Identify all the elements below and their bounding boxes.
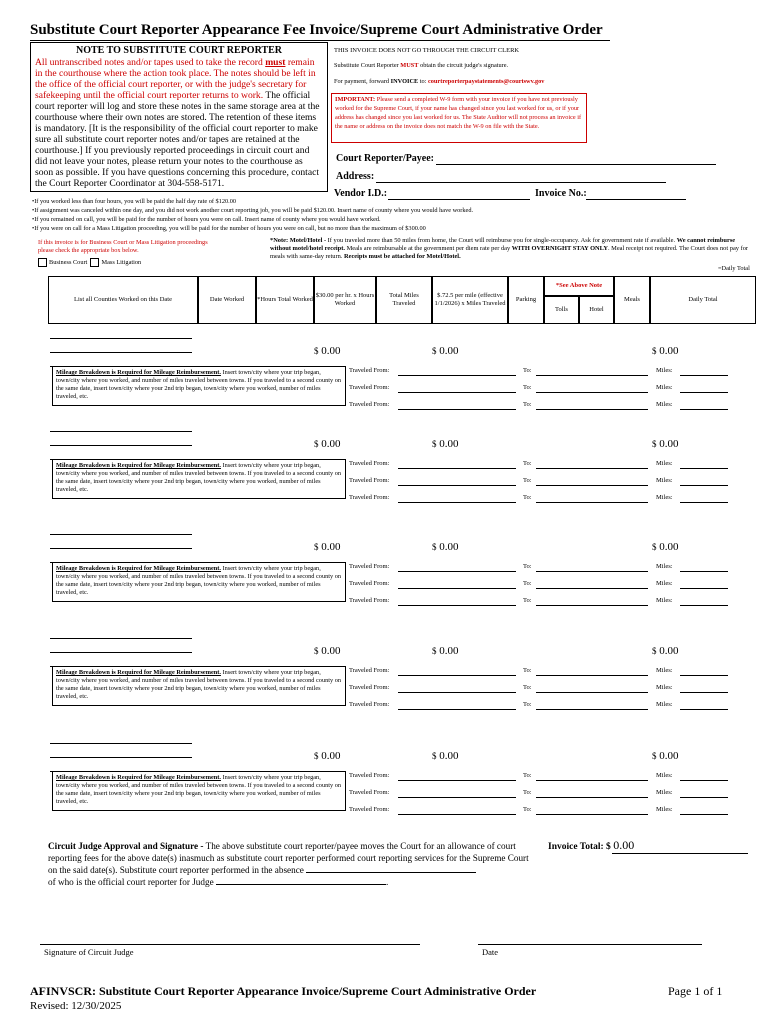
county-line[interactable]: [50, 732, 192, 744]
miles-field[interactable]: [680, 477, 728, 486]
county-line[interactable]: [50, 627, 192, 639]
footer-title: AFINVSCR: Substitute Court Reporter Appearance Invoice/Supreme Court Administrative Order: [30, 984, 537, 998]
miles-label: Miles:: [656, 367, 673, 374]
mileage-breakdown-box: [52, 666, 346, 706]
traveled-from-label: Traveled From:: [349, 597, 390, 604]
motel-b3: WITH OVERNIGHT STAY ONLY: [511, 245, 608, 252]
hours-amount: [314, 645, 341, 657]
business-note: If this invoice is for Business Court or Mass Litigation proceedings please check the appropriate box below.: [38, 239, 208, 254]
traveled-from-label: Traveled From:: [349, 563, 390, 570]
mileage-breakdown-bold: Mileage Breakdown is Required for Mileage Reimbursement.: [56, 774, 221, 781]
motel-note: [270, 237, 755, 261]
amount-value: 0.00: [659, 345, 679, 357]
county-line[interactable]: [50, 537, 192, 549]
invoice-total-value: 0.00: [613, 838, 635, 852]
county-line[interactable]: [50, 523, 192, 535]
header-meals: Meals: [614, 276, 650, 324]
to-label: To:: [523, 806, 532, 813]
address-label: Address:: [336, 171, 375, 182]
forward-email[interactable]: courtreporterpaystatements@courtswv.gov: [427, 78, 545, 85]
footer-page: Page 1 of 1: [668, 984, 723, 998]
miles-label: Miles:: [656, 477, 673, 484]
rule-half-day: •If you worked less than four hours, you will be paid the half day rate of $120.00: [32, 198, 237, 205]
county-line[interactable]: [50, 327, 192, 339]
note-red-pre: All untranscribed notes and/or tapes used to take the record: [35, 57, 266, 68]
traveled-from-field[interactable]: [398, 772, 516, 781]
motel-t1: If you traveled more than 50 miles from home, the Court will reimburse you for single-occupancy. Ask for government rate if available.: [327, 237, 677, 244]
note-heading: NOTE TO SUBSTITUTE COURT REPORTER: [75, 45, 283, 56]
approval-text1: The above substitute court reporter/payee moves the Court for an allowance of court reporting fees for the above date(s) inasmuch as substitute court reporter performed court reporting services for the Supreme Court on the said date(s). Substitute court reporter performed in the absence: [48, 841, 529, 875]
signature-note: [334, 62, 508, 70]
to-field[interactable]: [536, 701, 648, 710]
county-line[interactable]: [50, 420, 192, 432]
forward-post: to:: [418, 78, 428, 85]
important-text: Please send a completed W-9 form with your invoice if you have not previously worked for the Supreme Court, if your name has changed since you last worked for us, or if your address has changed since you last worked for us. The State Auditor will not process an invoice if the name or address on the invoice does not match the W-9 on file with the State.: [335, 96, 582, 130]
title-rule: [30, 40, 610, 41]
county-line[interactable]: [50, 641, 192, 653]
miles-field[interactable]: [680, 789, 728, 798]
approval-bold: Circuit Judge Approval and Signature -: [48, 841, 204, 851]
dollar-sign: $: [314, 751, 319, 761]
mileage-breakdown-text: Insert town/city where your trip began, town/city where you worked, and number of miles traveled between towns. If you traveled to a second county on the same date, insert town/city where your 2nd trip began, town/city where you worked, number of miles traveled, etc.: [56, 774, 342, 805]
traveled-from-label: Traveled From:: [349, 401, 390, 408]
signature-post: obtain the circuit judge's signature.: [418, 62, 509, 69]
to-field[interactable]: [536, 563, 648, 572]
judge-field[interactable]: [216, 876, 386, 885]
vendor-label: Vendor I.D.:: [334, 188, 388, 199]
mileage-amount: [432, 750, 459, 762]
miles-label: Miles:: [656, 789, 673, 796]
to-field[interactable]: [536, 384, 648, 393]
miles-field[interactable]: [680, 597, 728, 606]
traveled-from-label: Traveled From:: [349, 667, 390, 674]
traveled-from-field[interactable]: [398, 367, 516, 376]
payee-field[interactable]: [436, 153, 716, 165]
dollar-sign: $: [652, 346, 657, 356]
dollar-sign: $: [314, 346, 319, 356]
dollar-sign: $: [432, 346, 437, 356]
miles-label: Miles:: [656, 494, 673, 501]
motel-b4: Receipts must be attached for Motel/Hotel.: [344, 253, 461, 260]
miles-field[interactable]: [680, 667, 728, 676]
daily-total-note: =Daily Total: [718, 265, 750, 272]
traveled-from-field[interactable]: [398, 580, 516, 589]
to-label: To:: [523, 401, 532, 408]
mileage-breakdown-box: [52, 562, 346, 602]
motel-t3: . Meal receipt not required. The Court does not pay for meals with same-day return.: [270, 245, 749, 260]
date-label: Date: [482, 947, 499, 957]
traveled-from-field[interactable]: [398, 460, 516, 469]
dollar-sign: $: [432, 439, 437, 449]
miles-field[interactable]: [680, 806, 728, 815]
miles-field[interactable]: [680, 494, 728, 503]
date-line[interactable]: [478, 933, 702, 945]
miles-field[interactable]: [680, 401, 728, 410]
rule-mass-litigation: •If you were on call for a Mass Litigation proceeding, you will be paid for the number of hours you were on call, but no more than the maximum of $300.00: [32, 225, 426, 232]
judge-signature-line[interactable]: [40, 933, 420, 945]
to-label: To:: [523, 460, 532, 467]
miles-label: Miles:: [656, 772, 673, 779]
amount-value: 0.00: [321, 750, 341, 762]
mileage-breakdown-bold: Mileage Breakdown is Required for Mileage Reimbursement.: [56, 369, 221, 376]
miles-field[interactable]: [680, 460, 728, 469]
approval-text: Circuit Judge Approval and Signature - The above substitute court reporter/payee moves the Court for an allowance of court reporting fees for the above date(s) inasmuch as substitute court reporter performed court reporting services for the Supreme Court on the said date(s). Substitute court reporter performed in the absence of who is the official court reporter for Judge .: [48, 841, 529, 887]
daily-total-amount: [652, 750, 679, 762]
to-label: To:: [523, 563, 532, 570]
to-label: To:: [523, 477, 532, 484]
hours-amount: [314, 750, 341, 762]
traveled-from-label: Traveled From:: [349, 684, 390, 691]
traveled-from-field[interactable]: [398, 789, 516, 798]
rule-on-call: •If you remained on call, you will be paid for the number of hours you were on call. Insert name of county where you would have worked.: [32, 216, 381, 223]
to-label: To:: [523, 580, 532, 587]
to-field[interactable]: [536, 806, 648, 815]
traveled-from-label: Traveled From:: [349, 477, 390, 484]
business-court-label: Business Court: [49, 258, 88, 266]
invoice-no-label: Invoice No.:: [535, 188, 587, 199]
traveled-from-field[interactable]: [398, 401, 516, 410]
amount-value: 0.00: [659, 645, 679, 657]
header-tolls: Tolls: [544, 296, 579, 324]
amount-value: 0.00: [321, 645, 341, 657]
mileage-breakdown-bold: Mileage Breakdown is Required for Mileage Reimbursement.: [56, 462, 221, 469]
mileage-breakdown-box: [52, 771, 346, 811]
note-text: [31, 57, 327, 189]
mileage-amount: [432, 645, 459, 657]
to-label: To:: [523, 789, 532, 796]
amount-value: 0.00: [659, 750, 679, 762]
traveled-from-label: Traveled From:: [349, 789, 390, 796]
daily-total-amount: [652, 438, 679, 450]
to-label: To:: [523, 367, 532, 374]
to-label: To:: [523, 684, 532, 691]
signature-must: MUST: [400, 62, 419, 69]
traveled-from-field[interactable]: [398, 494, 516, 503]
traveled-from-label: Traveled From:: [349, 701, 390, 708]
signature-pre: Substitute Court Reporter: [334, 62, 401, 69]
to-field[interactable]: [536, 477, 648, 486]
note-red-post: remain in the courthouse where the action took place. The notes should be left in the office of the official court reporter, or with the judge's secretary for safekeeping until the official court reporter returns to work.: [35, 57, 316, 101]
approval-text2: of who is the official court reporter for Judge: [48, 877, 214, 887]
miles-label: Miles:: [656, 460, 673, 467]
address-field[interactable]: [376, 171, 666, 183]
forward-invoice: INVOICE: [390, 78, 419, 85]
mass-litigation-checkbox[interactable]: [90, 258, 99, 267]
mileage-breakdown-text: Insert town/city where your trip began, town/city where you worked, and number of miles traveled between towns. If you traveled to a second county on the same date, insert town/city where your 2nd trip began, town/city where you worked, number of miles traveled, etc.: [56, 369, 342, 400]
mileage-breakdown-bold: Mileage Breakdown is Required for Mileage Reimbursement.: [56, 669, 221, 676]
mileage-breakdown-bold: Mileage Breakdown is Required for Mileage Reimbursement.: [56, 565, 221, 572]
mileage-amount: [432, 345, 459, 357]
miles-field[interactable]: [680, 563, 728, 572]
traveled-from-field[interactable]: [398, 684, 516, 693]
to-field[interactable]: [536, 772, 648, 781]
amount-value: 0.00: [659, 438, 679, 450]
miles-field[interactable]: [680, 580, 728, 589]
miles-label: Miles:: [656, 384, 673, 391]
business-options: [38, 258, 141, 267]
dollar-sign: $: [652, 542, 657, 552]
traveled-from-field[interactable]: [398, 667, 516, 676]
invoice-total-label: Invoice Total: $: [548, 842, 611, 852]
header-daily: Daily Total: [650, 276, 756, 324]
mileage-breakdown-box: [52, 366, 346, 406]
to-field[interactable]: [536, 597, 648, 606]
business-court-checkbox[interactable]: [38, 258, 47, 267]
miles-field[interactable]: [680, 701, 728, 710]
traveled-from-label: Traveled From:: [349, 384, 390, 391]
traveled-from-label: Traveled From:: [349, 580, 390, 587]
dollar-sign: $: [314, 439, 319, 449]
amount-value: 0.00: [439, 345, 459, 357]
miles-field[interactable]: [680, 772, 728, 781]
dollar-sign: $: [432, 751, 437, 761]
motel-b2: We cannot reimburse without motel/hotel receipt.: [270, 237, 736, 252]
header-counties: List all Counties Worked on this Date: [48, 276, 198, 324]
to-label: To:: [523, 667, 532, 674]
to-field[interactable]: [536, 684, 648, 693]
dollar-sign: $: [652, 751, 657, 761]
important-label: IMPORTANT:: [335, 96, 376, 103]
hours-amount: [314, 541, 341, 553]
to-field[interactable]: [536, 667, 648, 676]
traveled-from-field[interactable]: [398, 806, 516, 815]
to-field[interactable]: [536, 494, 648, 503]
miles-field[interactable]: [680, 384, 728, 393]
miles-field[interactable]: [680, 367, 728, 376]
to-field[interactable]: [536, 789, 648, 798]
to-field[interactable]: [536, 401, 648, 410]
traveled-from-label: Traveled From:: [349, 367, 390, 374]
note-box: [30, 42, 328, 192]
mileage-breakdown-box: [52, 459, 346, 499]
county-line[interactable]: [50, 746, 192, 758]
miles-label: Miles:: [656, 667, 673, 674]
mileage-amount: [432, 438, 459, 450]
miles-label: Miles:: [656, 401, 673, 408]
rule-canceled: •If assignment was canceled within one day, and you did not work another court reporting job, you will be paid $120.00. Insert name of county where you would have worked.: [32, 207, 474, 214]
judge-signature-label: Signature of Circuit Judge: [44, 947, 134, 957]
amount-value: 0.00: [659, 541, 679, 553]
header-hotel: Hotel: [579, 296, 614, 324]
to-label: To:: [523, 772, 532, 779]
dollar-sign: $: [432, 542, 437, 552]
amount-value: 0.00: [439, 645, 459, 657]
header-see-note: *See Above Note: [544, 276, 614, 296]
traveled-from-field[interactable]: [398, 477, 516, 486]
dollar-sign: $: [314, 646, 319, 656]
hours-amount: [314, 345, 341, 357]
motel-b1: *Note: Motel/Hotel -: [270, 237, 328, 244]
payee-label: Court Reporter/Payee:: [336, 153, 435, 164]
traveled-from-label: Traveled From:: [349, 494, 390, 501]
traveled-from-label: Traveled From:: [349, 772, 390, 779]
daily-total-amount: [652, 345, 679, 357]
traveled-from-field[interactable]: [398, 384, 516, 393]
miles-label: Miles:: [656, 580, 673, 587]
to-label: To:: [523, 384, 532, 391]
footer-revised: Revised: 12/30/2025: [30, 1000, 122, 1012]
forward-pre: For payment, forward: [334, 78, 391, 85]
forward-note: [334, 78, 544, 86]
miles-label: Miles:: [656, 563, 673, 570]
dollar-sign: $: [652, 646, 657, 656]
to-field[interactable]: [536, 367, 648, 376]
county-line[interactable]: [50, 434, 192, 446]
dollar-sign: $: [432, 646, 437, 656]
hours-amount: [314, 438, 341, 450]
traveled-from-label: Traveled From:: [349, 806, 390, 813]
dollar-sign: $: [652, 439, 657, 449]
header-hours: *Hours Total Worked: [256, 276, 314, 324]
header-parking: Parking: [508, 276, 544, 324]
miles-label: Miles:: [656, 701, 673, 708]
invoice-no-field[interactable]: [586, 188, 686, 200]
traveled-from-label: Traveled From:: [349, 460, 390, 467]
mileage-breakdown-text: Insert town/city where your trip began, town/city where you worked, and number of miles traveled between towns. If you traveled to a second county on the same date, insert town/city where your 2nd trip began, town/city where you worked, number of miles traveled, etc.: [56, 462, 342, 493]
traveled-from-field[interactable]: [398, 597, 516, 606]
header-rate: $30.00 per hr. x Hours Worked: [314, 276, 376, 324]
daily-total-amount: [652, 645, 679, 657]
absence-field[interactable]: [306, 864, 476, 873]
traveled-from-field[interactable]: [398, 563, 516, 572]
invoice-total-line: [612, 842, 748, 854]
note-black: The official court reporter will log and store these notes in the same storage area at the courthouse where their own notes are stored. The retention of these items is mandatory. [It is the responsibility of the official court reporter to make sure all substitute court reporter notes and/or tapes are retained at the courthouse.] If you previously reported proceedings in circuit court and did not leave your notes, please return your notes to the courthouse as soon as possible. If you have questions concerning this procedure, contact the Court Reporter Coordinator at 304-558-5171.: [35, 90, 320, 189]
amount-value: 0.00: [439, 750, 459, 762]
clerk-note: THIS INVOICE DOES NOT GO THROUGH THE CIRCUIT CLERK: [334, 47, 520, 54]
page-title: Substitute Court Reporter Appearance Fee Invoice/Supreme Court Administrative Order: [30, 22, 603, 38]
amount-value: 0.00: [321, 345, 341, 357]
vendor-field[interactable]: [388, 188, 530, 200]
county-line[interactable]: [50, 341, 192, 353]
amount-value: 0.00: [439, 541, 459, 553]
mass-litigation-label: Mass Litigation: [101, 258, 142, 266]
motel-t2: Meals are reimbursable at the government per diem rate per day: [344, 245, 512, 252]
header-date: Date Worked: [198, 276, 256, 324]
important-box: [331, 93, 587, 143]
mileage-amount: [432, 541, 459, 553]
amount-value: 0.00: [439, 438, 459, 450]
note-must: must: [265, 57, 286, 68]
amount-value: 0.00: [321, 541, 341, 553]
mileage-breakdown-text: Insert town/city where your trip began, town/city where you worked, and number of miles traveled between towns. If you traveled to a second county on the same date, insert town/city where your 2nd trip began, town/city where you worked, number of miles traveled, etc.: [56, 669, 342, 700]
to-label: To:: [523, 494, 532, 501]
to-field[interactable]: [536, 460, 648, 469]
miles-label: Miles:: [656, 597, 673, 604]
traveled-from-field[interactable]: [398, 701, 516, 710]
miles-label: Miles:: [656, 806, 673, 813]
mileage-breakdown-text: Insert town/city where your trip began, town/city where you worked, and number of miles traveled between towns. If you traveled to a second county on the same date, insert town/city where your 2nd trip began, town/city where you worked, number of miles traveled, etc.: [56, 565, 342, 596]
header-miles: Total Miles Traveled: [376, 276, 432, 324]
amount-value: 0.00: [321, 438, 341, 450]
daily-total-amount: [652, 541, 679, 553]
to-label: To:: [523, 597, 532, 604]
miles-field[interactable]: [680, 684, 728, 693]
to-label: To:: [523, 701, 532, 708]
miles-label: Miles:: [656, 684, 673, 691]
header-mileage: $.72.5 per mile (effective 1/1/2026) x Miles Traveled: [432, 276, 508, 324]
to-field[interactable]: [536, 580, 648, 589]
dollar-sign: $: [314, 542, 319, 552]
